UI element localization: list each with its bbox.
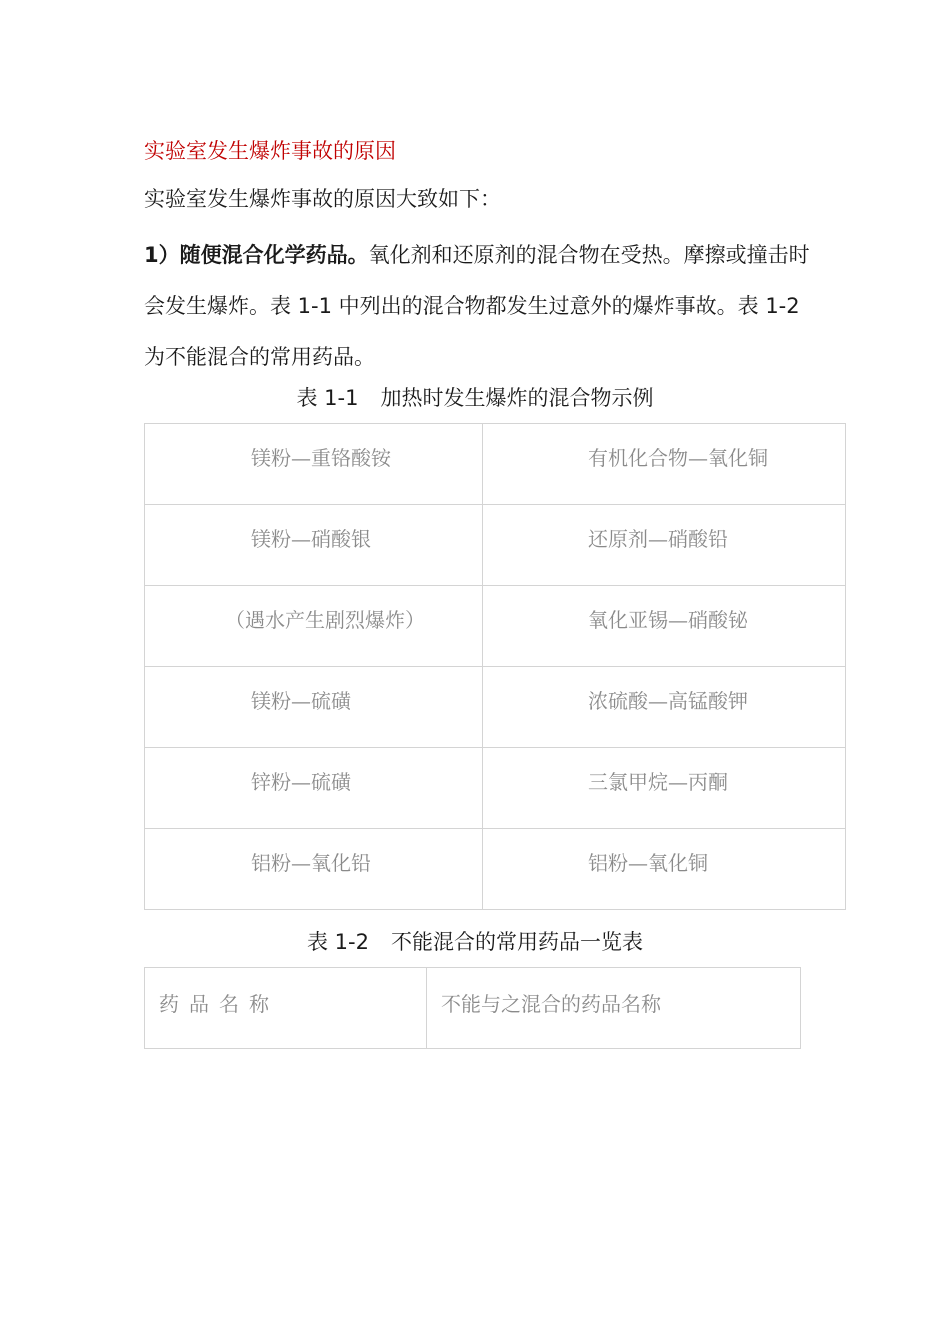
- table-1-caption: [0, 383, 950, 413]
- item-1-paragraph: [144, 230, 824, 383]
- table-cell: 铝粉—氧化铜: [483, 829, 846, 910]
- table-1-caption-title: 加热时发生爆炸的混合物示例: [380, 386, 654, 410]
- table-cell: 三氯甲烷—丙酮: [483, 748, 846, 829]
- table-1-caption-number: 表 1-1: [296, 386, 359, 410]
- item-1-text: 氧化剂和还原剂的混合物在受热。摩擦或撞击时会发生爆炸。表 1-1 中列出的混合物都发生过意外的爆炸事故。表 1-2 为不能混合的常用药品。: [144, 243, 810, 369]
- table-2-incompatible: [144, 967, 801, 1049]
- table-2-caption-number: 表 1-2: [307, 930, 369, 954]
- table-cell: （遇水产生剧烈爆炸）: [145, 586, 483, 667]
- intro-paragraph: 实验室发生爆炸事故的原因大致如下：: [144, 187, 501, 211]
- table-cell: 氧化亚锡—硝酸铋: [483, 586, 846, 667]
- table-cell: 浓硫酸—高锰酸钾: [483, 667, 846, 748]
- table-header-row: [145, 968, 801, 1049]
- table-row: [145, 424, 846, 505]
- table-cell: 还原剂—硝酸铅: [483, 505, 846, 586]
- section-heading: 实验室发生爆炸事故的原因: [144, 139, 396, 163]
- table-cell: 镁粉—硫磺: [145, 667, 483, 748]
- table-1-mixtures: [144, 423, 846, 910]
- table-header-cell: 药品名称: [145, 968, 427, 1049]
- table-cell: 镁粉—重铬酸铵: [145, 424, 483, 505]
- table-row: [145, 829, 846, 910]
- table-cell: 铝粉—氧化铅: [145, 829, 483, 910]
- table-2-caption: [0, 927, 950, 957]
- item-1-bold-lead: 1）随便混合化学药品。: [144, 243, 369, 267]
- table-row: [145, 505, 846, 586]
- table-row: [145, 586, 846, 667]
- table-cell: 锌粉—硫磺: [145, 748, 483, 829]
- table-cell: 有机化合物—氧化铜: [483, 424, 846, 505]
- table-cell: 镁粉—硝酸银: [145, 505, 483, 586]
- table-header-cell: 不能与之混合的药品名称: [427, 968, 801, 1049]
- table-2-caption-title: 不能混合的常用药品一览表: [390, 930, 643, 954]
- table-row: [145, 748, 846, 829]
- table-row: [145, 667, 846, 748]
